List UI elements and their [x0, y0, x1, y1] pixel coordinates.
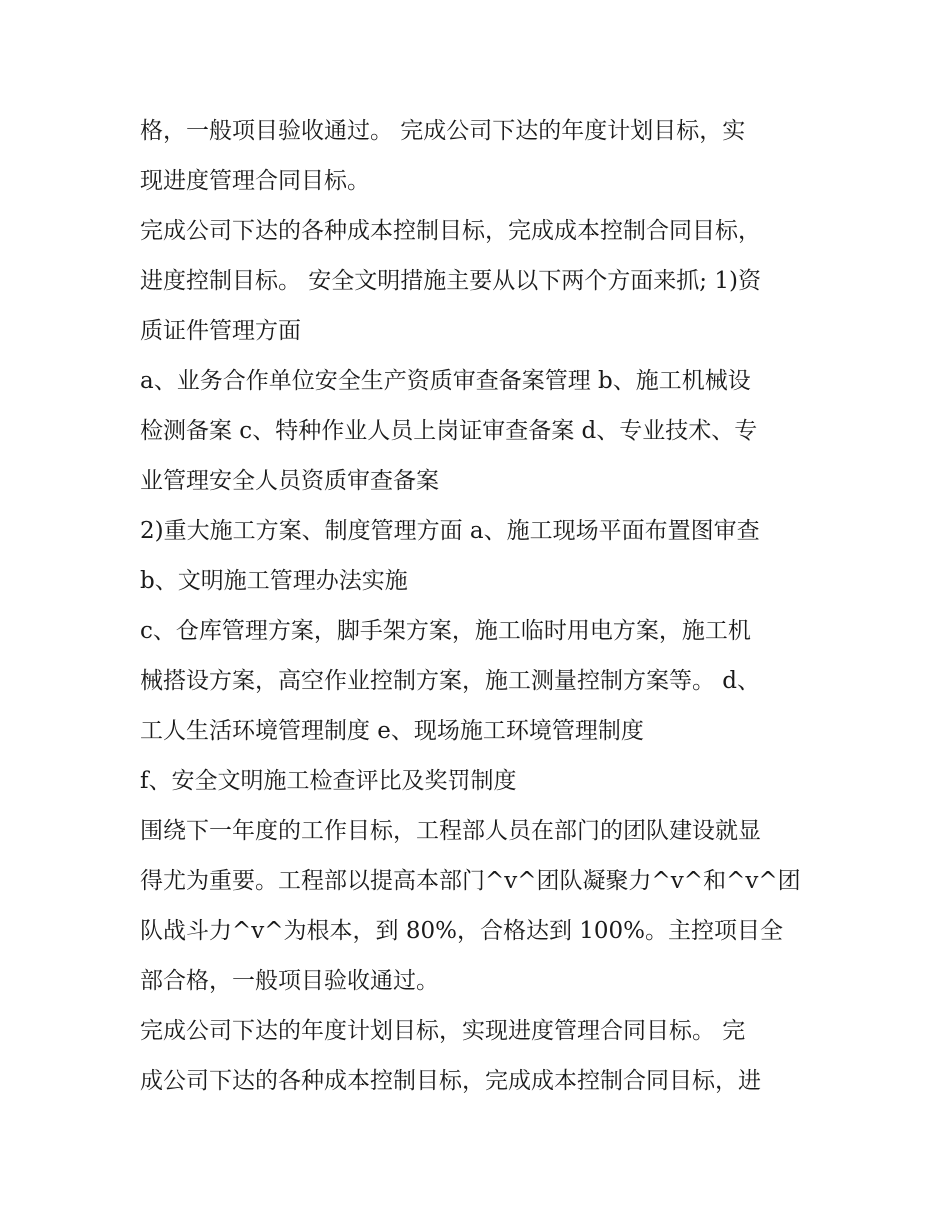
- text-line: 2)重大施工方案、制度管理方面 a、施工现场平面布置图审查: [140, 518, 760, 544]
- text-line: c、仓库管理方案，脚手架方案，施工临时用电方案，施工机: [140, 618, 751, 644]
- text-line: 得尤为重要。工程部以提高本部门^v^团队凝聚力^v^和^v^团: [140, 868, 801, 894]
- text-line: 质证件管理方面: [140, 318, 301, 344]
- text-line: 队战斗力^v^为根本，到 80%，合格达到 100%。主控项目全: [140, 918, 784, 944]
- text-line: 围绕下一年度的工作目标，工程部人员在部门的团队建设就显: [140, 818, 761, 844]
- text-line: 检测备案 c、特种作业人员上岗证审查备案 d、专业技术、专: [140, 418, 758, 444]
- text-line: 械搭设方案，高空作业控制方案，施工测量控制方案等。 d、: [140, 668, 761, 694]
- text-line: 完成公司下达的各种成本控制目标，完成成本控制合同目标，: [140, 218, 761, 244]
- text-line: 部合格，一般项目验收通过。: [140, 968, 439, 994]
- text-line: 现进度管理合同目标。: [140, 168, 370, 194]
- text-line: a、业务合作单位安全生产资质审查备案管理 b、施工机械设: [140, 368, 751, 394]
- text-line: 工人生活环境管理制度 e、现场施工环境管理制度: [140, 718, 644, 744]
- text-line: 业管理安全人员资质审查备案: [140, 468, 439, 494]
- text-line: 进度控制目标。 安全文明措施主要从以下两个方面来抓; 1)资: [140, 268, 761, 294]
- text-line: f、安全文明施工检查评比及奖罚制度: [140, 768, 517, 794]
- document-body: [140, 106, 820, 1106]
- text-line: 完成公司下达的年度计划目标，实现进度管理合同目标。 完: [140, 1018, 746, 1044]
- text-line: 成公司下达的各种成本控制目标，完成成本控制合同目标，进: [140, 1068, 761, 1094]
- text-line: b、文明施工管理办法实施: [140, 568, 408, 594]
- text-line: 格，一般项目验收通过。 完成公司下达的年度计划目标，实: [140, 118, 746, 144]
